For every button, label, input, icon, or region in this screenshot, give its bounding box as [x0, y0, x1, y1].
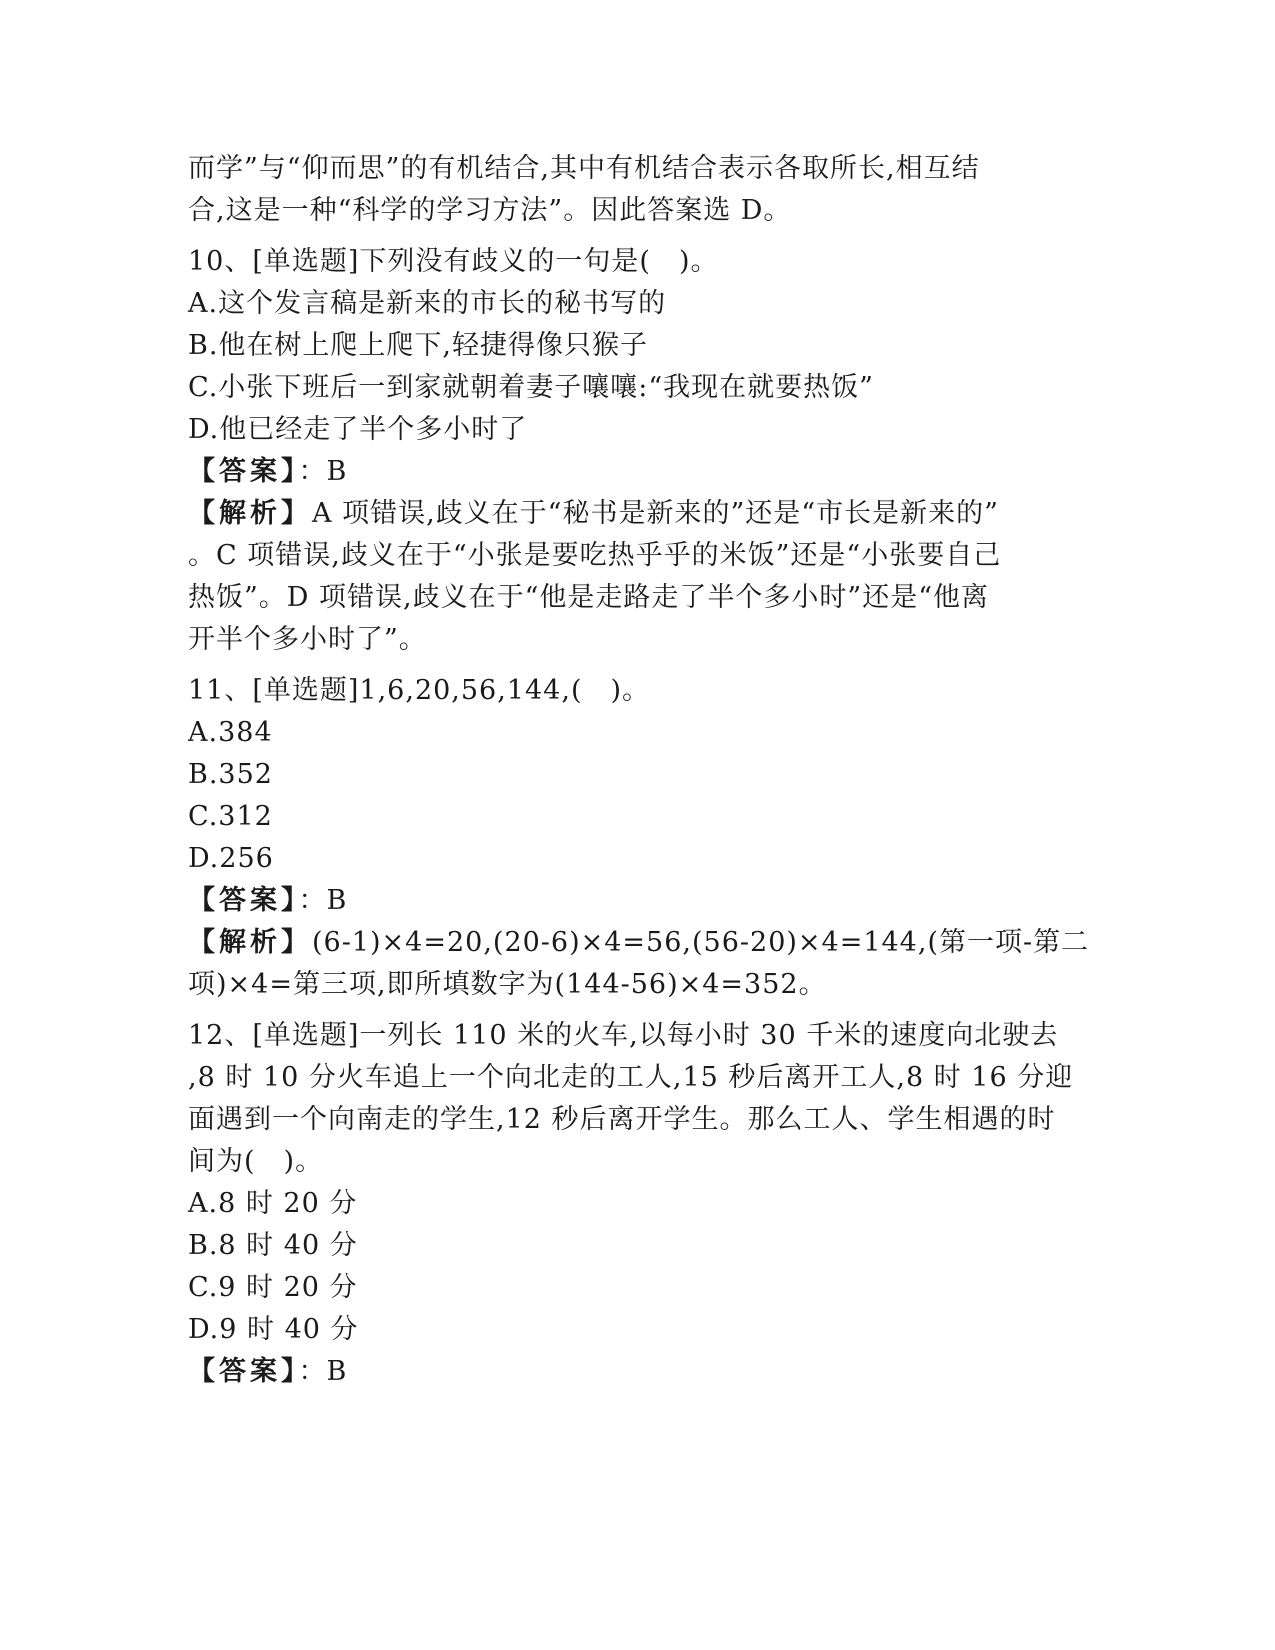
question-10-option-b: B.他在树上爬上爬下,轻捷得像只猴子 — [188, 330, 649, 361]
question-11-option-b: B.352 — [188, 759, 273, 790]
analysis-label: 【解析】 — [188, 498, 312, 529]
question-12-option-a: A.8 时 20 分 — [188, 1188, 358, 1219]
question-11-answer — [188, 880, 1088, 922]
question-12-stem-line: 面遇到一个向南走的学生,12 秒后离开学生。那么工人、学生相遇的时 — [188, 1104, 1056, 1135]
answer-value: ：B — [298, 1356, 348, 1387]
question-12-answer — [188, 1351, 1088, 1393]
answer-label: 【答案】 — [188, 456, 299, 487]
question-10-analysis — [188, 493, 1088, 535]
question-12 — [188, 1015, 1088, 1393]
prev-explanation — [188, 148, 1088, 232]
question-11 — [188, 670, 1088, 1006]
question-11-option-c: C.312 — [188, 801, 273, 832]
question-12-option-b: B.8 时 40 分 — [188, 1230, 358, 1261]
question-11-analysis-line: 项)×4=第三项,即所填数字为(144-56)×4=352。 — [188, 969, 827, 1000]
question-11-stem: 11、[单选题]1,6,20,56,144,( )。 — [188, 675, 651, 706]
analysis-label: 【解析】 — [188, 927, 312, 958]
question-10-option-a: A.这个发言稿是新来的市长的秘书写的 — [188, 288, 667, 319]
prev-explanation-line: 合,这是一种“科学的学习方法”。因此答案选 D。 — [188, 195, 792, 226]
question-10-analysis-line: 热饭”。D 项错误,歧义在于“他是走路走了半个多小时”还是“他离 — [188, 582, 990, 613]
question-11-option-a: A.384 — [188, 717, 273, 748]
answer-value: ：B — [298, 456, 348, 487]
document-page — [188, 148, 1088, 1393]
question-10 — [188, 241, 1088, 661]
answer-value: ：B — [298, 885, 348, 916]
analysis-text: A 项错误,歧义在于“秘书是新来的”还是“市长是新来的” — [312, 498, 999, 529]
prev-explanation-line: 而学”与“仰而思”的有机结合,其中有机结合表示各取所长,相互结 — [188, 153, 980, 184]
question-12-option-c: C.9 时 20 分 — [188, 1272, 358, 1303]
question-10-option-d: D.他已经走了半个多小时了 — [188, 414, 528, 445]
question-10-answer — [188, 451, 1088, 493]
question-11-option-d: D.256 — [188, 843, 274, 874]
question-10-analysis-line: 。C 项错误,歧义在于“小张是要吃热乎乎的米饭”还是“小张要自己 — [188, 540, 1002, 571]
question-12-option-d: D.9 时 40 分 — [188, 1314, 359, 1345]
answer-label: 【答案】 — [188, 1356, 299, 1387]
question-12-stem-line: 12、[单选题]一列长 110 米的火车,以每小时 30 千米的速度向北驶去 — [188, 1020, 1059, 1051]
question-12-stem-line: 间为( )。 — [188, 1146, 324, 1177]
question-10-option-c: C.小张下班后一到家就朝着妻子嚷嚷:“我现在就要热饭” — [188, 372, 874, 403]
question-11-analysis — [188, 922, 1088, 964]
answer-label: 【答案】 — [188, 885, 299, 916]
analysis-text: (6-1)×4=20,(20-6)×4=56,(56-20)×4=144,(第一项-第二 — [312, 927, 1090, 958]
question-10-stem: 10、[单选题]下列没有歧义的一句是( )。 — [188, 246, 719, 277]
question-10-analysis-line: 开半个多小时了”。 — [188, 624, 427, 655]
question-12-stem-line: ,8 时 10 分火车追上一个向北走的工人,15 秒后离开工人,8 时 16 分迎 — [188, 1062, 1074, 1093]
